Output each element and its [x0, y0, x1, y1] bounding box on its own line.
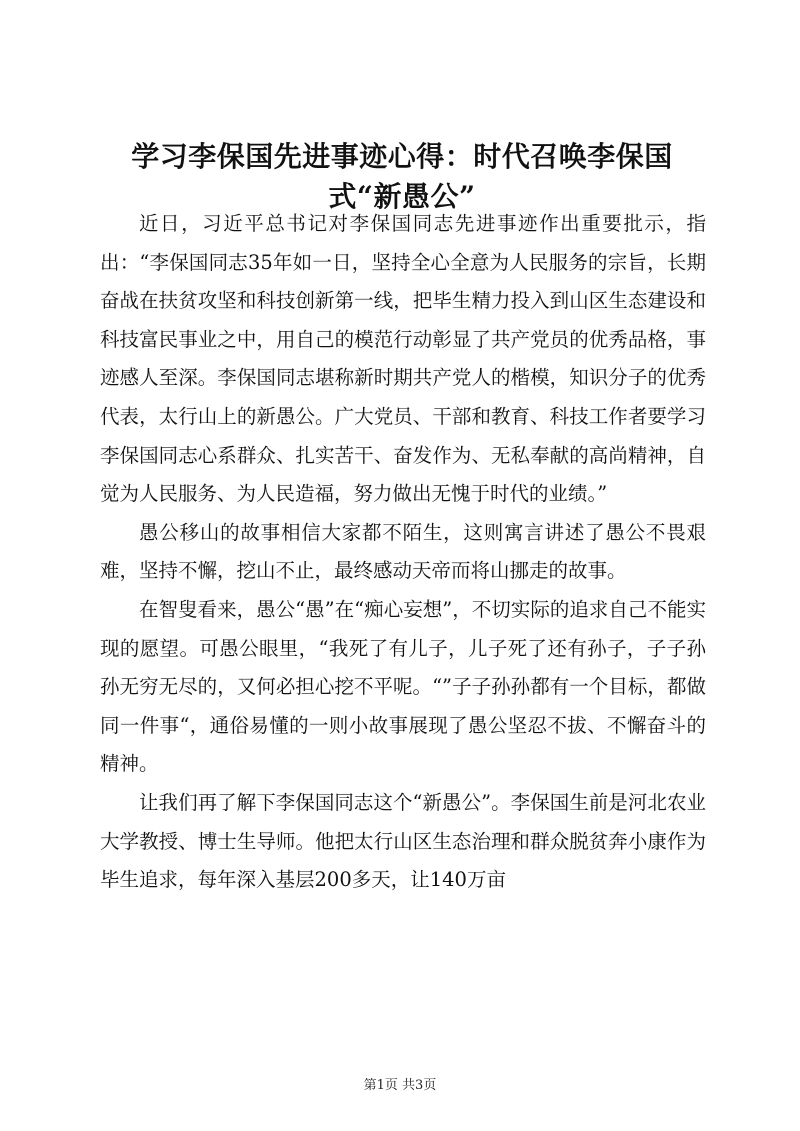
document-body — [100, 205, 706, 900]
paragraph: 让我们再了解下李保国同志这个“新愚公”。李保国生前是河北农业大学教授、博士生导师。他把太行山区生态治理和群众脱贫奔小康作为毕生追求，每年深入基层200多天，让140万亩 — [100, 790, 706, 892]
page-number-footer: 第1页 共3页 — [363, 1078, 437, 1093]
paragraph: 在智叟看来，愚公“愚”在“痴心妄想”，不切实际的追求自己不能实现的愿望。可愚公眼里，“我死了有儿子，儿子死了还有孙子，子子孙孙无穷无尽的，又何必担心挖不平呢。“”子子孙孙都有一个目标，都做同一件事“，通俗易懂的一则小故事展现了愚公坚忍不拔、不懈奋斗的精神。 — [100, 597, 706, 776]
paragraph: 愚公移山的故事相信大家都不陌生，这则寓言讲述了愚公不畏艰难，坚持不懈，挖山不止，最终感动天帝而将山挪走的故事。 — [100, 520, 706, 583]
paragraph: 近日，习近平总书记对李保国同志先进事迹作出重要批示，指出：“李保国同志35年如一日，坚持全心全意为人民服务的宗旨，长期奋战在扶贫攻坚和科技创新第一线，把毕生精力投入到山区生态建设和科技富民事业之中，用自己的模范行动彰显了共产党员的优秀品格，事迹感人至深。李保国同志堪称新时期共产党人的楷模，知识分子的优秀代表，太行山上的新愚公。广大党员、干部和教育、科技工作者要学习李保国同志心系群众、扎实苦干、奋发作为、无私奉献的高尚精神，自觉为人民服务、为人民造福，努力做出无愧于时代的业绩。” — [100, 212, 706, 506]
document-title: 学习李保国先进事迹心得：时代召唤李保国式“新愚公” — [131, 140, 673, 213]
